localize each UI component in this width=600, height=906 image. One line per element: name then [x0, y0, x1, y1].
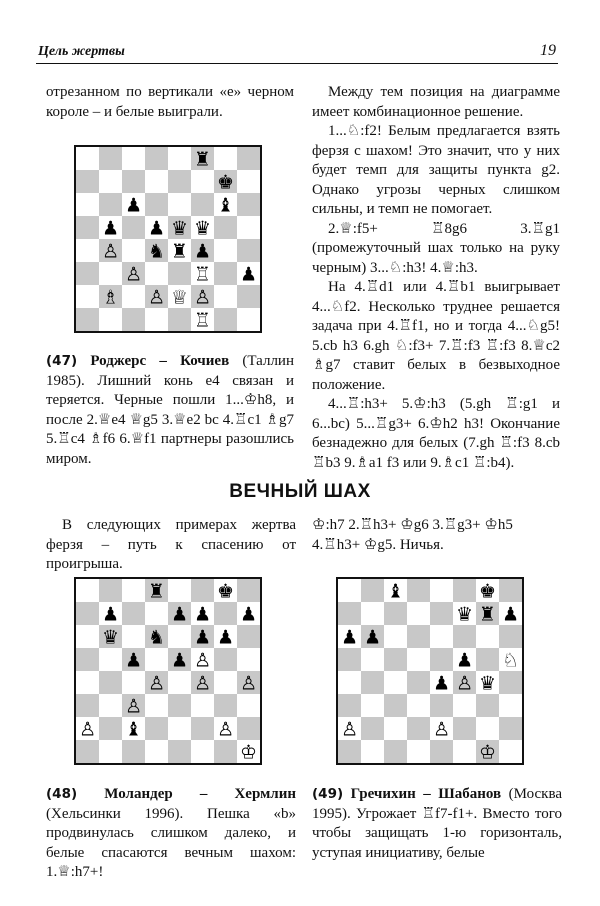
light-square — [99, 262, 122, 285]
black-bishop-icon: ♝ — [216, 194, 235, 217]
dark-square — [191, 717, 214, 740]
caption-49 — [312, 785, 562, 863]
light-square — [407, 648, 430, 671]
light-square — [122, 671, 145, 694]
black-queen-icon: ♛ — [193, 217, 212, 240]
dark-square — [214, 216, 237, 239]
dark-square — [237, 239, 260, 262]
dark-square — [384, 694, 407, 717]
light-square — [122, 579, 145, 602]
game-players-47: Роджерс – Кочиев — [90, 353, 230, 369]
white-king-icon: ♔ — [478, 741, 497, 763]
dark-square — [499, 671, 522, 694]
black-king-icon: ♚ — [216, 171, 235, 194]
dark-square — [122, 602, 145, 625]
dark-square — [453, 717, 476, 740]
light-square — [99, 694, 122, 717]
white-pawn-icon: ♙ — [432, 718, 451, 741]
dark-square — [191, 579, 214, 602]
dark-square — [76, 262, 99, 285]
dark-square — [191, 193, 214, 216]
chess-diagram-49 — [336, 577, 524, 765]
black-queen-icon: ♛ — [101, 626, 120, 649]
right-column-top — [312, 83, 560, 473]
white-pawn-icon: ♙ — [124, 695, 143, 718]
dark-square — [407, 671, 430, 694]
black-pawn-icon: ♟ — [170, 603, 189, 626]
dark-square — [407, 579, 430, 602]
black-bishop-icon: ♝ — [386, 580, 405, 603]
dark-square — [145, 147, 168, 170]
light-square — [361, 694, 384, 717]
left-column-mid — [46, 516, 296, 575]
light-square — [145, 308, 168, 331]
white-king-icon: ♔ — [239, 741, 258, 763]
white-pawn-icon: ♙ — [340, 718, 359, 741]
dark-square — [214, 262, 237, 285]
right-column-mid — [312, 516, 562, 555]
light-square — [214, 239, 237, 262]
light-square — [168, 147, 191, 170]
dark-square — [99, 671, 122, 694]
dark-square — [499, 717, 522, 740]
dark-square — [168, 740, 191, 763]
white-rook-icon: ♖ — [193, 263, 212, 286]
dark-square — [237, 285, 260, 308]
light-square — [145, 170, 168, 193]
paragraph-3: 2.♕:f5+ ♖8g6 3.♖g1 (промежуточный шах только на руку черным) 3...♘:h3! 4.♕:h3. — [312, 220, 560, 276]
dark-square — [361, 671, 384, 694]
white-pawn-icon: ♙ — [78, 718, 97, 741]
light-square — [338, 579, 361, 602]
dark-square — [430, 602, 453, 625]
light-square — [453, 694, 476, 717]
black-pawn-icon: ♟ — [193, 626, 212, 649]
black-pawn-icon: ♟ — [455, 649, 474, 672]
dark-square — [407, 625, 430, 648]
light-square — [99, 740, 122, 763]
diagram-number-49: (49) — [312, 786, 344, 802]
light-square — [237, 216, 260, 239]
dark-square — [338, 740, 361, 763]
dark-square — [338, 648, 361, 671]
black-rook-icon: ♜ — [193, 148, 212, 171]
white-pawn-icon: ♙ — [193, 649, 212, 672]
diagram-number-47: (47) — [46, 353, 78, 369]
dark-square — [168, 170, 191, 193]
light-square — [338, 671, 361, 694]
black-pawn-icon: ♟ — [101, 217, 120, 240]
light-square — [145, 648, 168, 671]
paragraph-5: 4...♖:h3+ 5.♔:h3 (5.gh ♖:g1 и 6...bc) 5...♖g3+ 6.♔h2 h3! Окончание безнадежно для белых (7.gh ♖:f3 8.cb ♖b3 9.♗a1 f3 или 9.♗c1 ♖:b4). — [312, 396, 560, 471]
light-square — [122, 285, 145, 308]
dark-square — [453, 625, 476, 648]
black-king-icon: ♚ — [478, 580, 497, 603]
black-queen-icon: ♛ — [478, 672, 497, 695]
light-square — [407, 694, 430, 717]
light-square — [191, 694, 214, 717]
running-header-title: Цель жертвы — [38, 44, 125, 59]
black-bishop-icon: ♝ — [124, 718, 143, 741]
dark-square — [237, 193, 260, 216]
black-king-icon: ♚ — [216, 580, 235, 603]
light-square — [476, 625, 499, 648]
light-square — [76, 579, 99, 602]
dark-square — [168, 694, 191, 717]
paragraph-2: 1...♘:f2! Белым предлагается взять ферзя с шахом! Это значит, что у них будет темп для защиты пункта g2. Однако угрозы черных слишком сильны, и темп не помогает. — [312, 123, 560, 217]
dark-square — [407, 717, 430, 740]
black-pawn-icon: ♟ — [432, 672, 451, 695]
black-pawn-icon: ♟ — [239, 603, 258, 626]
paragraph-4: На 4.♖d1 или 4.♖b1 выигрывает 4...♘f2. Несколько труднее решается задача при 4.♖f1, но и тогда 4...♘g5! 5.cb h3 6.gh ♘:f3+ 7.♖:f3 ♖:f3 8.♕c2 ♗g7 ставит белых в безвыходное положение. — [312, 279, 560, 393]
paragraph-1: Между тем позиция на диаграмме имеет комбинационное решение. — [312, 84, 560, 120]
light-square — [361, 740, 384, 763]
black-rook-icon: ♜ — [170, 240, 189, 263]
light-square — [168, 579, 191, 602]
light-square — [122, 239, 145, 262]
dark-square — [361, 717, 384, 740]
light-square — [76, 147, 99, 170]
dark-square — [76, 308, 99, 331]
dark-square — [76, 648, 99, 671]
caption-text-48: (Хельсинки 1996). Пешка «b» продвинулась слишком далеко, и белые спасаются вечным шахом: 1.♕:h7+! — [46, 805, 296, 880]
black-pawn-icon: ♟ — [193, 603, 212, 626]
chess-board-49 — [338, 579, 522, 763]
white-knight-icon: ♘ — [501, 649, 520, 672]
chess-board-48 — [76, 579, 260, 763]
dark-square — [338, 694, 361, 717]
dark-square — [237, 717, 260, 740]
light-square — [168, 625, 191, 648]
game-players-48: Моландер – Хермлин — [104, 786, 296, 802]
light-square — [499, 694, 522, 717]
dark-square — [430, 694, 453, 717]
chess-board-47 — [76, 147, 260, 331]
light-square — [76, 671, 99, 694]
black-rook-icon: ♜ — [147, 580, 166, 603]
chess-diagram-48 — [74, 577, 262, 765]
light-square — [361, 648, 384, 671]
light-square — [168, 193, 191, 216]
light-square — [237, 170, 260, 193]
section-intro: В следующих примерах жертва ферзя – путь к спасению от проигрыша. — [46, 517, 296, 572]
light-square — [237, 648, 260, 671]
caption-48 — [46, 785, 296, 883]
dark-square — [99, 717, 122, 740]
black-queen-icon: ♛ — [170, 217, 189, 240]
light-square — [237, 308, 260, 331]
dark-square — [122, 216, 145, 239]
black-pawn-icon: ♟ — [216, 626, 235, 649]
light-square — [76, 625, 99, 648]
white-queen-icon: ♕ — [170, 286, 189, 309]
light-square — [237, 694, 260, 717]
dark-square — [453, 579, 476, 602]
dark-square — [499, 579, 522, 602]
dark-square — [384, 648, 407, 671]
dark-square — [237, 625, 260, 648]
light-square — [384, 671, 407, 694]
dark-square — [99, 147, 122, 170]
white-pawn-icon: ♙ — [101, 240, 120, 263]
black-pawn-icon: ♟ — [124, 649, 143, 672]
light-square — [99, 308, 122, 331]
dark-square — [214, 648, 237, 671]
dark-square — [168, 262, 191, 285]
black-knight-icon: ♞ — [147, 626, 166, 649]
dark-square — [122, 308, 145, 331]
dark-square — [384, 740, 407, 763]
light-square — [476, 717, 499, 740]
caption-47 — [46, 352, 294, 469]
dark-square — [76, 602, 99, 625]
page-number: 19 — [540, 42, 556, 59]
light-square — [122, 147, 145, 170]
dark-square — [430, 740, 453, 763]
continuation-moves: ♔:h7 2.♖h3+ ♔g6 3.♖g3+ ♔h5 4.♖h3+ ♔g5. Ничья. — [312, 517, 513, 553]
dark-square — [338, 602, 361, 625]
dark-square — [122, 740, 145, 763]
black-queen-icon: ♛ — [455, 603, 474, 626]
chess-diagram-47 — [74, 145, 262, 333]
intro-paragraph: отрезанном по вертикали «е» черном короле – и белые выиграли. — [46, 84, 294, 120]
light-square — [191, 170, 214, 193]
light-square — [384, 717, 407, 740]
light-square — [384, 625, 407, 648]
white-pawn-icon: ♙ — [455, 672, 474, 695]
white-pawn-icon: ♙ — [124, 263, 143, 286]
dark-square — [214, 602, 237, 625]
diagram-number-48: (48) — [46, 786, 78, 802]
white-pawn-icon: ♙ — [239, 672, 258, 695]
white-rook-icon: ♖ — [193, 309, 212, 331]
dark-square — [214, 308, 237, 331]
white-pawn-icon: ♙ — [216, 718, 235, 741]
section-heading: ВЕЧНЫЙ ШАХ — [229, 481, 371, 502]
light-square — [214, 285, 237, 308]
white-pawn-icon: ♙ — [147, 672, 166, 695]
light-square — [407, 740, 430, 763]
dark-square — [237, 147, 260, 170]
dark-square — [122, 170, 145, 193]
light-square — [499, 740, 522, 763]
dark-square — [214, 740, 237, 763]
light-square — [145, 262, 168, 285]
dark-square — [476, 694, 499, 717]
black-pawn-icon: ♟ — [193, 240, 212, 263]
black-pawn-icon: ♟ — [363, 626, 382, 649]
dark-square — [99, 193, 122, 216]
light-square — [214, 147, 237, 170]
left-column-top — [46, 83, 294, 122]
light-square — [122, 625, 145, 648]
header-rule — [36, 63, 558, 64]
light-square — [361, 602, 384, 625]
light-square — [168, 717, 191, 740]
dark-square — [430, 648, 453, 671]
black-pawn-icon: ♟ — [101, 603, 120, 626]
light-square — [76, 239, 99, 262]
light-square — [76, 193, 99, 216]
caption-text-49: (Москва 1995). Угрожает ♖f7-f1+. Вместо того чтобы защищать 1-ю горизонталь, уступая инициативу, белые — [312, 786, 562, 861]
dark-square — [76, 170, 99, 193]
black-pawn-icon: ♟ — [124, 194, 143, 217]
dark-square — [499, 625, 522, 648]
light-square — [145, 602, 168, 625]
light-square — [99, 648, 122, 671]
light-square — [430, 625, 453, 648]
light-square — [453, 740, 476, 763]
light-square — [145, 740, 168, 763]
dark-square — [214, 694, 237, 717]
dark-square — [237, 579, 260, 602]
black-knight-icon: ♞ — [147, 240, 166, 263]
white-pawn-icon: ♙ — [193, 672, 212, 695]
light-square — [99, 170, 122, 193]
light-square — [191, 740, 214, 763]
black-rook-icon: ♜ — [478, 603, 497, 626]
dark-square — [145, 717, 168, 740]
black-pawn-icon: ♟ — [239, 263, 258, 286]
light-square — [168, 671, 191, 694]
light-square — [214, 671, 237, 694]
dark-square — [76, 694, 99, 717]
black-pawn-icon: ♟ — [340, 626, 359, 649]
light-square — [407, 602, 430, 625]
dark-square — [76, 216, 99, 239]
dark-square — [361, 579, 384, 602]
game-players-49: Гречихин – Шабанов — [350, 786, 502, 802]
white-pawn-icon: ♙ — [193, 286, 212, 309]
light-square — [430, 579, 453, 602]
dark-square — [384, 602, 407, 625]
white-pawn-icon: ♙ — [147, 286, 166, 309]
dark-square — [476, 648, 499, 671]
black-pawn-icon: ♟ — [170, 649, 189, 672]
black-pawn-icon: ♟ — [501, 603, 520, 626]
white-bishop-icon: ♗ — [101, 286, 120, 309]
dark-square — [145, 193, 168, 216]
light-square — [76, 285, 99, 308]
dark-square — [99, 579, 122, 602]
black-pawn-icon: ♟ — [147, 217, 166, 240]
light-square — [145, 694, 168, 717]
dark-square — [168, 308, 191, 331]
caption-text-47: (Таллин 1985). Лишний конь е4 связан и теряется. Черные пошли 1...♔h8, и после 2.♕e4 ♕g5 3.♕e2 bc 4.♖c1 ♗g7 5.♖c4 ♗f6 6.♕f1 партнеры разошлись миром. — [46, 353, 294, 467]
dark-square — [76, 740, 99, 763]
